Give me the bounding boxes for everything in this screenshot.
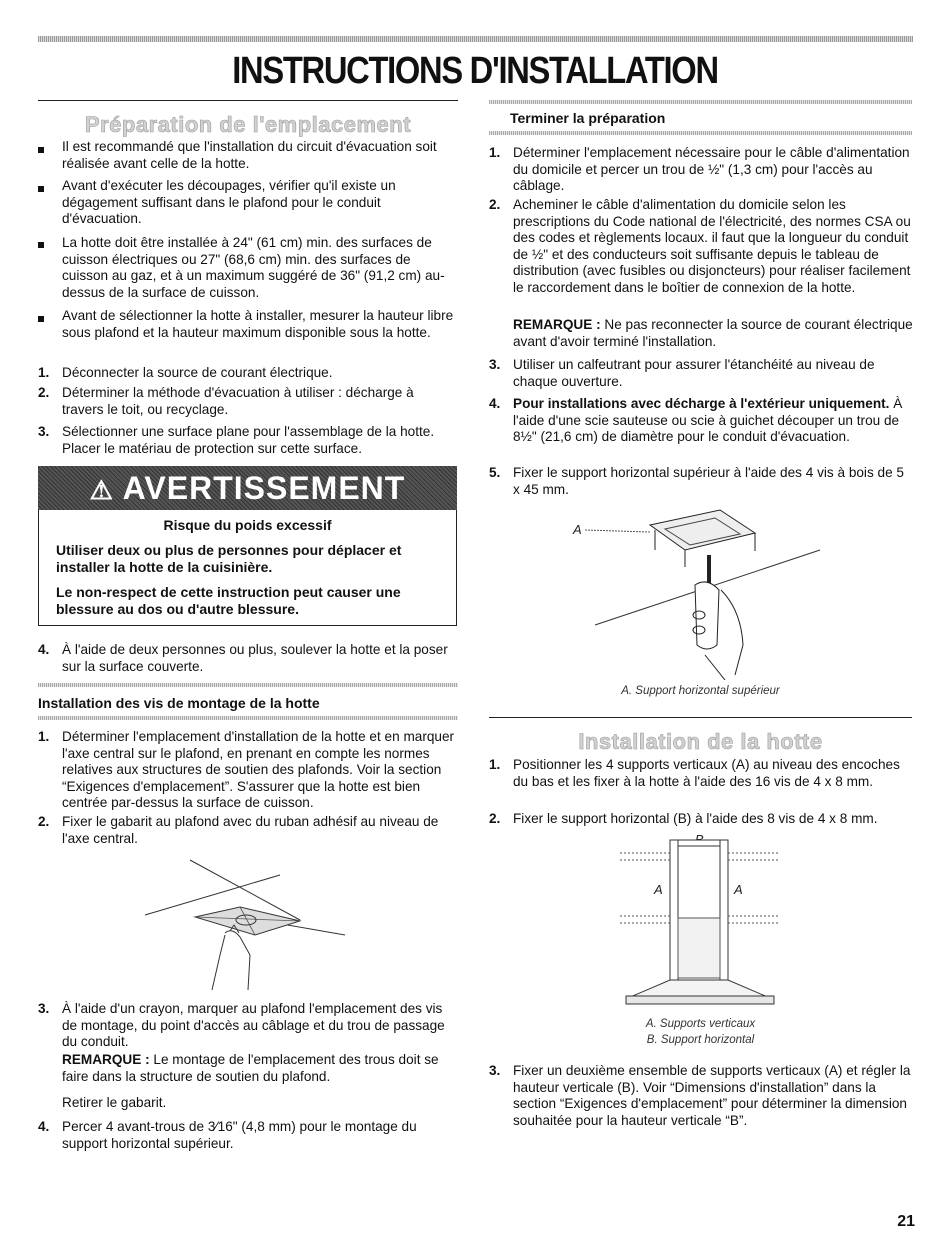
bullet: [38, 186, 44, 192]
step-number: 4.: [38, 1119, 50, 1134]
step-text: Déterminer la méthode d'évacuation à utiliser : décharge à travers le toit, ou recyclage.: [62, 385, 414, 417]
step-text: Déterminer l'emplacement nécessaire pour le câble d'alimentation du domicile et percer un trou de ½" (1,3 cm) pour l'accès au câblage.: [513, 145, 910, 194]
dotted-rule: [489, 131, 912, 135]
step-number: 1.: [489, 145, 501, 160]
step-number: 1.: [38, 365, 50, 380]
remarque-right: [513, 317, 913, 350]
step-text: Déterminer l'emplacement d'installation de la hotte et en marquer l'axe central sur le plafond, en prenant en compte les normes relatives aux structures de soutien des plafonds. Voir la section “Exigences d'emplacement”. S'assurer que la hotte est bien centrée par-dessus la surface de cuisson.: [62, 729, 455, 811]
bullet: [38, 242, 44, 248]
bullet-text: Il est recommandé que l'installation du circuit d'évacuation soit réalisée avant celle de la hotte.: [62, 139, 437, 171]
step-text: Fixer un deuxième ensemble de supports verticaux (A) et régler la hauteur verticale (B). Voir “Dimensions d'installation” dans la section “Exigences d'emplacement” pour déterminer la dimension souhaitée pour la hauteur verticale “B”.: [513, 1063, 911, 1128]
remarque-left: [62, 1052, 457, 1085]
step-number: 4.: [489, 396, 501, 411]
template-ceiling-illustration: [140, 855, 355, 995]
page-number: 21: [897, 1213, 915, 1230]
step-text: [513, 396, 913, 446]
subhead-vis-montage: Installation des vis de montage de la hotte: [38, 695, 320, 711]
top-decorative-bar: [38, 36, 913, 42]
warning-triangle-icon: ⚠: [89, 475, 114, 505]
step-number: 1.: [38, 729, 50, 744]
step-number: 3.: [38, 1001, 50, 1016]
fig2-label-a1: A: [654, 882, 663, 897]
step-number: 2.: [489, 811, 501, 826]
subhead-terminer: Terminer la préparation: [510, 110, 666, 126]
fig2-label-a2: A: [734, 882, 743, 897]
dotted-rule: [489, 100, 912, 104]
hood-bracket-illustration: [620, 828, 785, 1013]
warning-line1: Risque du poids excessif: [163, 517, 332, 533]
section-rule: [38, 100, 458, 101]
remarque-label: REMARQUE :: [513, 317, 601, 332]
step-text: Déconnecter la source de courant électrique.: [62, 365, 333, 380]
step-text: Fixer le gabarit au plafond avec du ruban adhésif au niveau de l'axe central.: [62, 814, 439, 846]
step-number: 2.: [489, 197, 501, 212]
section-rule: [489, 717, 912, 718]
fig1-caption: A. Support horizontal supérieur: [621, 685, 780, 697]
remarque-label: REMARQUE :: [62, 1052, 150, 1067]
step-text: À l'aide d'un crayon, marquer au plafond l'emplacement des vis de montage, du point d'accès au câblage et du trou de passage du conduit.: [62, 1001, 445, 1050]
dotted-rule: [38, 716, 458, 720]
warning-line3: Le non-respect de cette instruction peut causer une blessure au dos ou d'autre blessure.: [56, 584, 401, 617]
step4-bold: Pour installations avec décharge à l'extérieur uniquement.: [513, 396, 890, 411]
step-text: Positionner les 4 supports verticaux (A) au niveau des encoches du bas et les fixer à la hotte à l'aide des 16 vis de 4 x 8 mm.: [513, 757, 900, 789]
bullet: [38, 316, 44, 322]
bullet-text: La hotte doit être installée à 24" (61 cm) min. des surfaces de cuisson électriques ou 27" (68,6 cm) min. des surfaces de cuisson au gaz, et à un maximum suggéré de 36" (91,2 cm) au-dessus de la surface de cuisson.: [62, 235, 445, 300]
bullet: [38, 147, 44, 153]
retirer-text: Retirer le gabarit.: [62, 1095, 167, 1110]
remarque-text: Le montage de l'emplacement des trous doit se faire dans la structure de soutien du plafond.: [62, 1052, 439, 1084]
step-number: 3.: [38, 424, 50, 439]
step-text: Percer 4 avant-trous de 3⁄16" (4,8 mm) pour le montage du support horizontal supérieur.: [62, 1119, 417, 1151]
step-text: Sélectionner une surface plane pour l'assemblage de la hotte. Placer le matériau de protection sur cette surface.: [62, 424, 435, 456]
step-number: 3.: [489, 1063, 501, 1078]
step-text: À l'aide de deux personnes ou plus, soulever la hotte et la poser sur la surface couverte.: [62, 642, 448, 674]
step-number: 3.: [489, 357, 501, 372]
bullet-text: Avant d'exécuter les découpages, vérifier qu'il existe un dégagement suffisant dans le plafond pour le conduit d'évacuation.: [62, 178, 396, 227]
support-drill-illustration: [565, 505, 835, 680]
fig2-caption-a: A. Supports verticaux: [645, 1018, 756, 1030]
warning-heading-text: AVERTISSEMENT: [122, 470, 406, 506]
step-number: 5.: [489, 465, 501, 480]
section-title-preparation: Préparation de l'emplacement: [84, 112, 412, 137]
bullet-text: Avant de sélectionner la hotte à installer, mesurer la hauteur libre sous plafond et la hauteur maximum disponible sous la hotte.: [62, 308, 454, 340]
warning-heading: [38, 470, 457, 507]
step-number: 1.: [489, 757, 501, 772]
step-text: Fixer le support horizontal (B) à l'aide des 8 vis de 4 x 8 mm.: [513, 811, 878, 826]
step4-text: À l'aide d'une scie sauteuse ou scie à guichet découper un trou de 8½" (21,6 cm) de diamètre pour le conduit d'évacuation.: [513, 396, 903, 445]
step-text: Fixer le support horizontal supérieur à l'aide des 4 vis à bois de 5 x 45 mm.: [513, 465, 904, 497]
section-title-installation: Installation de la hotte: [578, 729, 823, 754]
warning-line2: Utiliser deux ou plus de personnes pour déplacer et installer la hotte de la cuisinière.: [56, 542, 402, 575]
step-number: 2.: [38, 385, 50, 400]
dotted-rule: [38, 683, 458, 687]
step-text: Utiliser un calfeutrant pour assurer l'étanchéité au niveau de chaque ouverture.: [513, 357, 875, 389]
remarque-text: Ne pas reconnecter la source de courant électrique avant d'avoir terminé l'installation.: [513, 317, 913, 349]
fig1-label: A: [573, 522, 582, 537]
step-text: Acheminer le câble d'alimentation du domicile selon les prescriptions du Code national de l'électricité, des normes CSA ou des codes et règlements locaux. il faut que la longueur du conduit de ½" et des conducteurs soit suffisante depuis le tableau de distribution (avec fusibles ou disjoncteurs) pour réaliser facilement le raccordement dans le boîtier de connexion de la hotte.: [513, 197, 911, 295]
fig2-caption-b: B. Support horizontal: [646, 1034, 755, 1046]
page-title: INSTRUCTIONS D'INSTALLATION: [232, 50, 718, 92]
step-number: 2.: [38, 814, 50, 829]
step-number: 4.: [38, 642, 50, 657]
